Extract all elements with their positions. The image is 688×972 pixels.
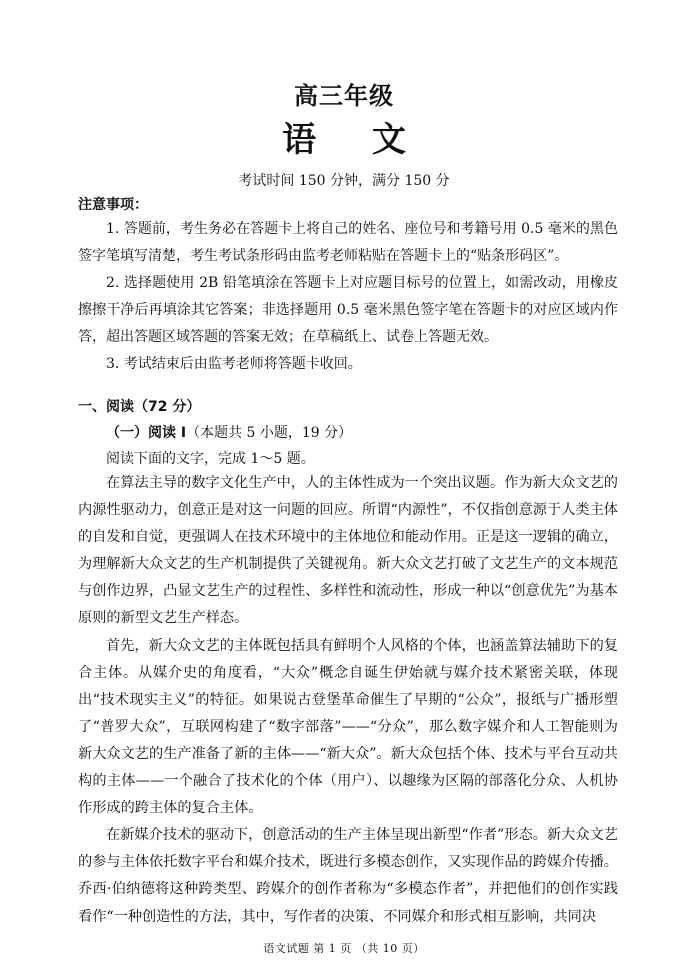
- reading-instruction: 阅读下面的文字，完成 1～5 题。: [106, 451, 315, 467]
- note-item-3: 3. 考试结束后由监考老师将答题卡收回。: [106, 356, 362, 372]
- notes-heading: 注意事项：: [78, 197, 148, 213]
- sub-section-heading: [78, 420, 618, 447]
- grade-title: 高三年级: [294, 82, 394, 110]
- note-item-1: 1. 答题前，考生务必在答题卡上将自己的姓名、座位号和考籍号用 0.5 毫米的黑色签字笔填写清楚，考生考试条形码由监考老师粘贴在答题卡上的“贴条形码区”。: [78, 221, 618, 264]
- notes-list: [78, 216, 618, 378]
- sub-section-detail: （本题共 5 小题，19 分）: [186, 425, 353, 441]
- exam-info: 考试时间 150 分钟，满分 150 分: [238, 173, 450, 189]
- sub-section-label: （一）阅读 I: [106, 425, 187, 441]
- section-heading: 一、阅读（72 分）: [78, 399, 201, 415]
- passage-paragraph-2: 首先，新大众文艺的主体既包括具有鲜明个人风格的个体，也涵盖算法辅助下的复合主体。从媒介史的角度看，“大众”概念自诞生伊始就与媒介技术紧密关联，体现出“技术现实主义”的特征。如果说古登堡革命催生了早期的“公众”，报纸与广播形塑了“普罗大众”，互联网构建了“数字部落”——“分众”，那么数字媒介和人工智能则为新大众文艺的生产准备了新的主体——“新大众”。新大众包括个体、技术与平台互动共构的主体——一个融合了技术化的个体（用户）、以趣缘为区隔的部落化分众、人机协作形成的跨主体的复合主体。: [78, 637, 618, 817]
- page-footer: 语文试题 第 1 页 （共 10 页）: [263, 942, 425, 955]
- passage-paragraph-3: 在新媒介技术的驱动下，创意活动的生产主体呈现出新型“作者”形态。新大众文艺的参与主体依托数字平台和媒介技术，既进行多模态创作，又实现作品的跨媒介传播。乔西·伯纳德将这种跨类型、跨媒介的创作者称为“多模态作者”，并把他们的创作实践看作“一种创造性的方法，其中，写作者的决策、不同媒介和形式相互影响，共同决: [78, 827, 618, 925]
- subject-title: 语 文: [282, 120, 428, 160]
- reading-passage: [78, 470, 618, 931]
- passage-paragraph-1: 在算法主导的数字文化生产中，人的主体性成为一个突出议题。作为新大众文艺的内源性驱动力，创意正是对这一问题的回应。所谓“内源性”，不仅指创意源于人类主体的自发和自觉，更强调人在技术环境中的主体地位和能动作用。正是这一逻辑的确立，为理解新大众文艺的生产机制提供了关键视角。新大众文艺打破了文艺生产的文本规范与创作边界，凸显文艺生产的过程性、多样性和流动性，形成一种以“创意优先”为基本原则的新型文艺生产样态。: [78, 475, 618, 627]
- note-item-2: 2. 选择题使用 2B 铅笔填涂在答题卡上对应题目标号的位置上，如需改动，用橡皮擦擦干净后再填涂其它答案；非选择题用 0.5 毫米黑色签字笔在答题卡的对应区域内作答，超出答题区域答题的答案无效；在草稿纸上、试卷上答题无效。: [78, 275, 618, 345]
